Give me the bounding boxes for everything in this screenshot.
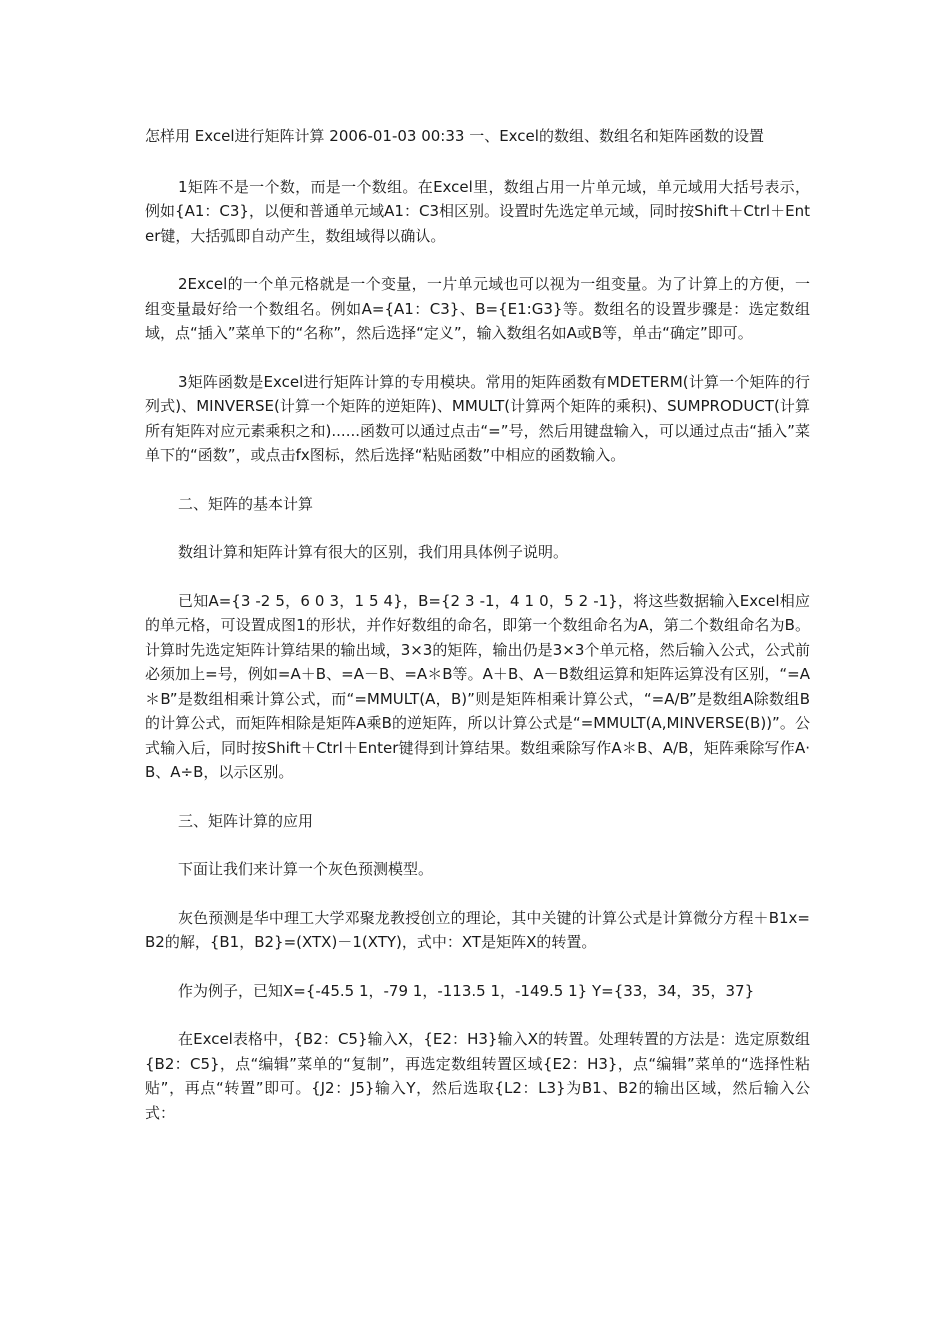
paragraph-difference-intro: 数组计算和矩阵计算有很大的区别，我们用具体例子说明。 xyxy=(178,543,569,561)
paragraph-matrix-functions: 3矩阵函数是Excel进行矩阵计算的专用模块。常用的矩阵函数有MDETERM(计算一个矩阵的行列式)、MINVERSE(计算一个矩阵的逆矩阵)、MMULT(计算两个矩阵的乘积)、SUMPRODUCT(计算所有矩阵对应元素乘积之和)......函数可以通过点击“=”号，然后用键盘输入，可以通过点击“插入”菜单下的“函数”，或点击fx图标，然后选择“粘贴函数”中相应的函数输入。 xyxy=(145,372,810,464)
paragraph-example-data: 作为例子，已知X={-45.5 1，-79 1，-113.5 1，-149.5 1} Y={33，34，35，37} xyxy=(178,981,755,1000)
paragraph-grey-model-intro: 下面让我们来计算一个灰色预测模型。 xyxy=(178,860,434,878)
paragraph-matrix-definition: 1矩阵不是一个数，而是一个数组。在Excel里，数组占用一片单元域，单元域用大括号表示，例如{A1：C3}，以便和普通单元域A1：C3相区别。设置时先选定单元域，同时按Shift＋Ctrl＋Enter键，大括弧即自动产生，数组域得以确认。 xyxy=(145,177,810,245)
paragraph-transpose-steps: 在Excel表格中，{B2：C5}输入X，{E2：H3}输入X的转置。处理转置的方法是：选定原数组{B2：C5}，点“编辑”菜单的“复制”，再选定数组转置区域{E2：H3}，点“编辑”菜单的“选择性粘贴”，再点“转置”即可。{J2：J5}输入Y，然后选取{L2：L3}为B1、B2的输出区域，然后输入公式： xyxy=(145,1030,810,1122)
document-title-line: 怎样用 Excel进行矩阵计算 2006-01-03 00:33 一、Excel的数组、数组名和矩阵函数的设置 xyxy=(145,127,764,145)
section-heading-basic-calculation: 二、矩阵的基本计算 xyxy=(178,494,314,513)
section-heading-application: 三、矩阵计算的应用 xyxy=(178,811,314,830)
paragraph-example-calculation: 已知A={3 -2 5，6 0 3，1 5 4}，B={2 3 -1，4 1 0，5 2 -1}，将这些数据输入Excel相应的单元格，可设置成图1的形状，并作好数组的命名，即第一个数组命名为A，第二个数组命名为B。计算时先选定矩阵计算结果的输出域，3×3的矩阵，输出仍是3×3个单元格，然后输入公式，公式前必须加上=号，例如=A＋B、=A－B、=A＊B等。A＋B、A－B数组运算和矩阵运算没有区别，“=A＊B”是数组相乘计算公式，而“=MMULT(A，B)”则是矩阵相乘计算公式，“=A/B”是数组A除数组B的计算公式，而矩阵相除是矩阵A乘B的逆矩阵，所以计算公式是“=MMULT(A,MINVERSE(B))”。公式输入后，同时按Shift＋Ctrl＋Enter键得到计算结果。数组乘除写作A＊B、A/B，矩阵乘除写作A·B、A÷B，以示区别。 xyxy=(145,591,810,781)
paragraph-array-name: 2Excel的一个单元格就是一个变量，一片单元域也可以视为一组变量。为了计算上的方便，一组变量最好给一个数组名。例如A={A1：C3}、B={E1:G3}等。数组名的设置步骤是：选定数组域，点“插入”菜单下的“名称”，然后选择“定义”，输入数组名如A或B等，单击“确定”即可。 xyxy=(145,275,810,342)
paragraph-grey-prediction: 灰色预测是华中理工大学邓聚龙教授创立的理论，其中关键的计算公式是计算微分方程＋B1x=B2的解，{B1，B2}=(XTX)－1(XTY)，式中：XT是矩阵X的转置。 xyxy=(145,908,810,951)
document-body xyxy=(145,124,810,1149)
